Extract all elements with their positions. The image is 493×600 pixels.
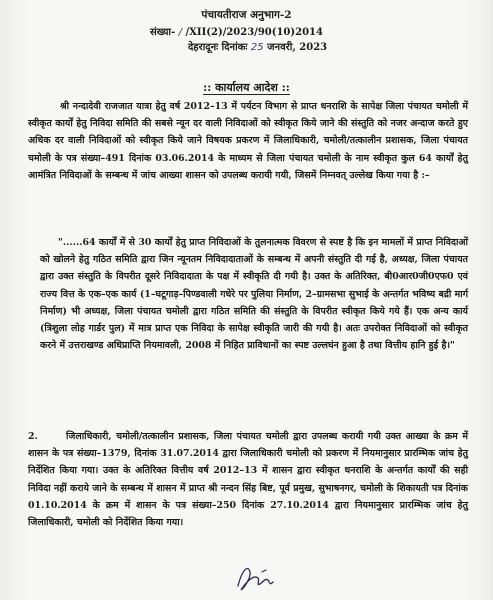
date-handwritten-day: 25 bbox=[250, 42, 264, 53]
order-title bbox=[0, 80, 493, 95]
paragraph-1: श्री नन्दादेवी राजजात यात्रा हेतु वर्ष 2012–13 में पर्यटन विभाग से प्राप्त धनराशि के सापेक्ष जिला पंचायत चमोली में स्वीकृत कार्यों हेतु निविदा समिति की सबसे न्यून दर वाली निविदाओं को स्वीकृत किये जाने की संस्तुति को नजर अन्दाज करते हुए अधिक दर वाली निविदाओं को स्वीकृत किये जाने विषयक प्रकरण में जिलाधिकारी, चमोली/तत्कालीन प्रशासक, जिला पंचायत चमोली के पत्र संख्या–491 दिनांक 03.06.2014 के माध्यम से जिला पंचायत चमोली के नाम स्वीकृत कुल 64 कार्यों हेतु आमंत्रित निविदाओं के सम्बन्ध में जांच आख्या शासन को उपलब्ध करायी गयी, जिसमें निम्नवत् उल्लेख किया गया है :– bbox=[28, 101, 468, 181]
reference-handwritten: / bbox=[178, 27, 183, 38]
reference-code: /XII(2)/2023/90(10)2014 bbox=[185, 27, 323, 38]
quoted-paragraph: "......64 कार्यों में से 30 कार्यों हेतु प्राप्त निविदाओं के तुलनात्मक विवरण से स्पष्ट है कि इन मामलों में प्राप्त निविदाओं को खोलने हेतु गठित समिति द्वारा जिन न्यूनतम निविदादाताओं के सम्बन्ध में अपनी संस्तुति दी गई है, अध्यक्ष, जिला पंचायत द्वारा उक्त संस्तुति के विपरीत दूसरे निविदादाता के पक्ष में स्वीकृति दी गयी है। उक्त के अतिरिक्त, बी0आर0जी0एफ0 एवं राज्य वित्त के एक–एक कार्य (1–घटूगाड़–पिण्डवाली गधेरे पर पुलिया निर्माण, 2–ग्रामसभा सुभाई के अन्तर्गत भविष्य बद्री मार्ग निर्माण) भी अध्यक्ष, जिला पंचायत चमोली द्वारा गठित समिति की संस्तुति के विपरीत स्वीकृत किये गये हैं। एक अन्य कार्य (त्रिशुला लोह गार्डर पुल) में मात्र प्राप्त एक निविदा के सापेक्ष स्वीकृति जारी की गयी है। अतः उपरोक्त निविदाओं को स्वीकृत करने में उत्तराखण्ड अधिप्राप्ति नियमावली, 2008 में निहित प्राविधानों का स्पष्ट उल्लघंन हुआ है तथा वित्तीय हानि हुई है।" bbox=[40, 237, 468, 352]
department-heading: पंचायतीराज अनुभाग-2 bbox=[201, 9, 292, 21]
date-suffix: जनवरी, 2023 bbox=[267, 42, 328, 53]
signature bbox=[232, 560, 278, 594]
reference-prefix: संख्या- bbox=[150, 27, 176, 38]
paragraph-2 bbox=[28, 428, 468, 531]
order-title-text: :: कार्यालय आदेश :: bbox=[203, 81, 290, 94]
reference-number bbox=[150, 24, 450, 38]
order-date bbox=[188, 39, 488, 53]
date-prefix: देहरादूनः दिनांकः bbox=[188, 42, 248, 53]
paragraph-2-text: जिलाधिकारी, चमोली/तत्कालीन प्रशासक, जिला पंचायत चमोली द्वारा उपलब्ध करायी गयी उक्त आख्या के क्रम में शासन के पत्र संख्या–1379, दिनांक 31.07.2014 द्वारा जिलाधिकारी चमोली को प्रकरण में नियमानुसार प्रारम्भिक जांच हेतु निर्देशित किया गया। उक्त के अतिरिक्त वित्तीय वर्ष 2012–13 में शासन द्वारा स्वीकृत धनराशि के अन्तर्गत कार्यों की सही निविदा नहीं कराये जाने के सम्बन्ध में शासन में प्राप्त श्री नन्दन सिंह बिष्ट, पूर्व प्रमुख, सुभाषनगर, चमोली के शिकायती पत्र दिनांक 01.10.2014 के क्रम में शासन के पत्र संख्या–250 दिनांक 27.10.2014 द्वारा नियमानुसार प्रारम्भिक जांच हेतु जिलाधिकारी, चमोली को निर्देशित किया गया। bbox=[28, 431, 468, 529]
paragraph-number: 2. bbox=[28, 431, 38, 442]
